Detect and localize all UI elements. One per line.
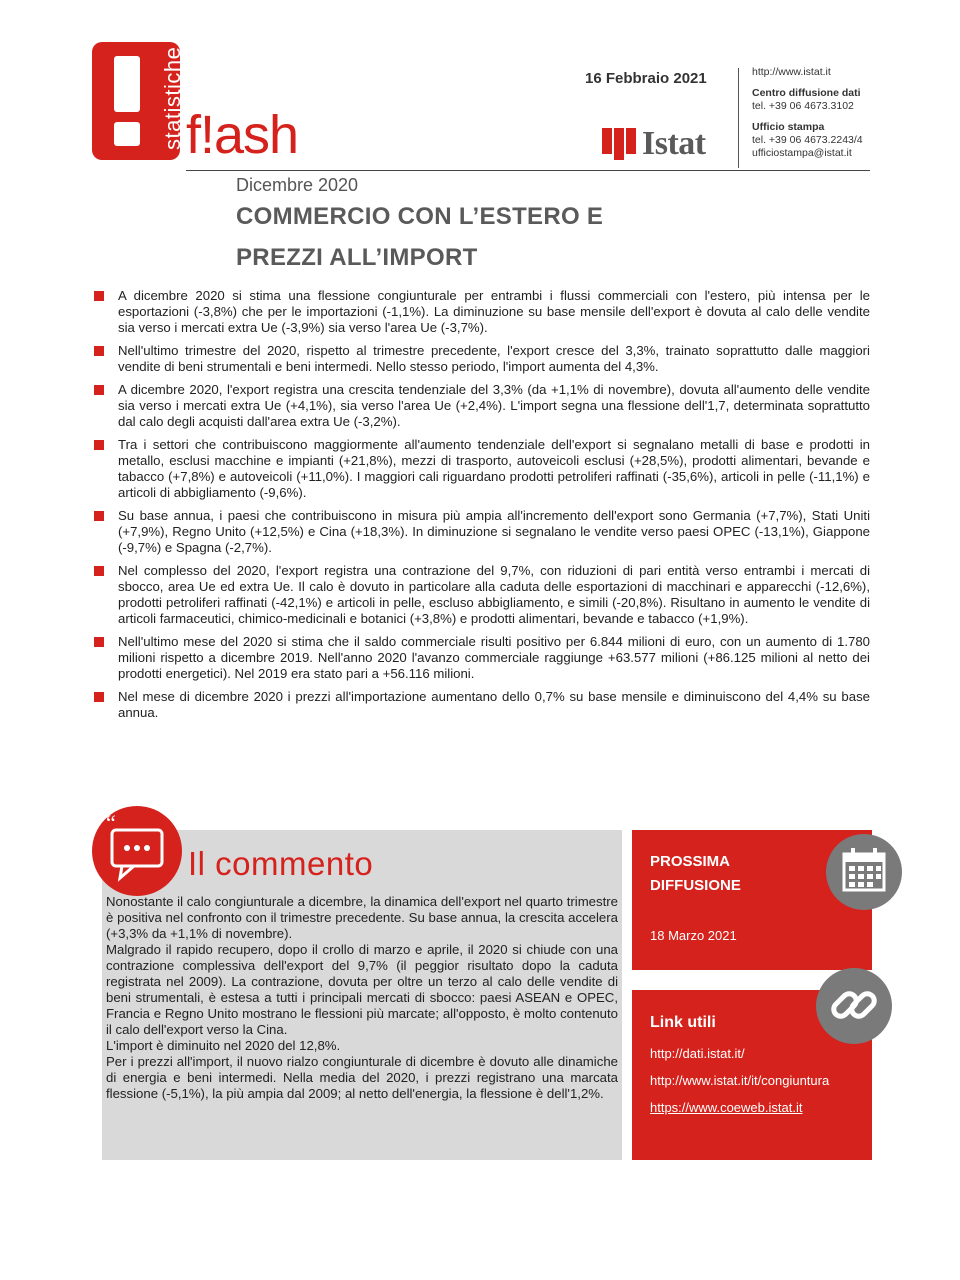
highlights-list (90, 288, 870, 728)
next-release-date: 18 Marzo 2021 (650, 928, 737, 943)
svg-text:“: “ (106, 810, 116, 835)
contacts-block (752, 66, 863, 160)
exclamation-dot-icon (114, 122, 140, 146)
header-divider (738, 68, 739, 168)
list-item: A dicembre 2020, l'export registra una crescita tendenziale del 3,3% (da +1,1% di novembre), dovuta all'aumento delle vendite sia verso i mercati extra Ue (+4,1%), sia verso l'area Ue (+2,4%). L'import segna una flessione dell'1,7, determinata soprattutto dal calo degli acquisti dall'area extra Ue (-3,2%). (90, 382, 870, 430)
quote-bubble-icon (92, 806, 182, 896)
next-release-title: PROSSIMA DIFFUSIONE (650, 853, 741, 894)
istat-mark-icon (602, 128, 636, 160)
chain-link-icon (816, 968, 892, 1044)
ufficio-tel: tel. +39 06 4673.2243/4 (752, 134, 863, 146)
logo-vertical-text: statistiche (160, 46, 185, 150)
ufficio-email-link[interactable]: ufficiostampa@istat.it (752, 147, 852, 159)
list-item: Nell'ultimo trimestre del 2020, rispetto al trimestre precedente, l'export cresce del 3,3%, trainato soprattutto dalle maggiori vendite di beni strumentali e beni intermedi. Nello stesso periodo, l'import aumenta del 4,3%. (90, 343, 870, 375)
list-item: Nel mese di dicembre 2020 i prezzi all'importazione aumentano dello 0,7% su base mensile e diminuiscono del 4,4% su base annua. (90, 689, 870, 721)
publication-date: 16 Febbraio 2021 (585, 70, 707, 87)
link-dati-istat[interactable]: http://dati.istat.it/ (650, 1046, 745, 1061)
bullet-square-icon (94, 440, 104, 450)
centro-tel: tel. +39 06 4673.3102 (752, 100, 854, 112)
bullet-square-icon (94, 385, 104, 395)
link-coeweb[interactable]: https://www.coeweb.istat.it (650, 1100, 803, 1115)
commento-text (106, 894, 618, 1102)
ufficio-label: Ufficio stampa (752, 121, 825, 133)
list-item: A dicembre 2020 si stima una flessione congiunturale per entrambi i flussi commerciali con l'estero, più intensa per le esportazioni (-3,8%) che per le importazioni (-1,1%). La diminuzione su base mensile dell'export è dovuta al calo delle vendite sia verso i mercati extra Ue (-3,9%) sia verso l'area Ue (-3,7%). (90, 288, 870, 336)
exclamation-bar-icon (114, 56, 140, 112)
flash-brand: f!ash (186, 105, 299, 165)
list-item: Su base annua, i paesi che contribuiscono in misura più ampia all'incremento dell'export sono Germania (+7,7%), Stati Uniti (+7,9%), Regno Unito (+12,5%) e Cina (+18,3%). In diminuzione si segnalano le vendite verso paesi OPEC (-13,1%), Giappone (-9,7%) e Spagna (-2,7%). (90, 508, 870, 556)
page-title-line1: COMMERCIO CON L’ESTERO E (236, 203, 604, 230)
bullet-square-icon (94, 637, 104, 647)
period-label: Dicembre 2020 (236, 175, 359, 195)
commento-paragraph: Nonostante il calo congiunturale a dicembre, la dinamica dell'export nel quarto trimestre è positiva nel confronto con il trimestre precedente. Su base annua, la crescita accelera (+3,3% da +1,1% di novembre). (106, 894, 618, 941)
commento-paragraph: Malgrado il rapido recupero, dopo il crollo di marzo e aprile, il 2020 si chiude con una contrazione complessiva dell'export del 9,7% (il peggior risultato dopo la caduta registrata nel 2009). La contrazione, dovuta per oltre un terzo al calo delle vendite di beni strumentali, è estesa a tutti i principali mercati di sbocco: paesi ASEAN e OPEC, Francia e Regno Unito mostrano le flessioni più marcate; all'opposto, è molto contenuto il calo dell'export verso la Cina. (106, 942, 618, 1037)
list-item: Nel complesso del 2020, l'export registra una contrazione del 9,7%, con riduzioni di pari entità verso entrambi i mercati di sbocco, area Ue ed extra Ue. Il calo è dovuto in particolare alla caduta delle esportazioni di macchinari e apparecchi (-12,6%), prodotti petroliferi raffinati (-42,1%) e articoli in pelle, escluso abbigliamento, e simili (-20,8%). Risultano in aumento le vendite di articoli farmaceutici, chimico-medicinali e botanici (+3,8%) e prodotti alimentari, bevande e tabacco (+1,9%). (90, 563, 870, 627)
centro-label: Centro diffusione dati (752, 87, 861, 99)
page-title-line2: PREZZI ALL’IMPORT (236, 244, 478, 271)
istat-url-link[interactable]: http://www.istat.it (752, 66, 831, 78)
links-title: Link utili (650, 1014, 716, 1031)
link-congiuntura[interactable]: http://www.istat.it/it/congiuntura (650, 1073, 830, 1088)
bullet-square-icon (94, 511, 104, 521)
bullet-square-icon (94, 346, 104, 356)
bullet-square-icon (94, 692, 104, 702)
bullet-square-icon (94, 566, 104, 576)
list-item: Nell'ultimo mese del 2020 si stima che il saldo commerciale risulti positivo per 6.844 milioni di euro, con un aumento di 1.780 milioni rispetto a dicembre 2019. Nell'anno 2020 l'avanzo commerciale raggiunge +63.577 milioni (+86.125 milioni al netto dei prodotti energetici). Nel 2019 era stato pari a +56.116 milioni. (90, 634, 870, 682)
commento-paragraph: L'import è diminuito nel 2020 del 12,8%. (106, 1038, 341, 1053)
commento-title: Il commento (188, 845, 374, 882)
commento-paragraph: Per i prezzi all'import, il nuovo rialzo congiunturale di dicembre è dovuto alle dinamiche di energia e beni intermedi. Nella media del 2020, i prezzi registrano una marcata flessione (-5,1%), la più ampia dal 2009; al netto dell'energia, la flessione è dell'1,2%. (106, 1054, 618, 1101)
calendar-icon (826, 834, 902, 910)
istat-logo (602, 125, 706, 163)
istat-wordmark: Istat (642, 125, 706, 162)
bullet-square-icon (94, 291, 104, 301)
list-item: Tra i settori che contribuiscono maggiormente all'aumento tendenziale dell'export si segnalano metalli di base e prodotti in metallo, esclusi macchine e impianti (+21,8%), mezzi di trasporto, autoveicoli esclusi (+28,5%), prodotti alimentari, bevande e tabacco (+7,8%) e autoveicoli (+11,0%). I maggiori cali riguardano prodotti petroliferi raffinati (-35,6%), articoli in pelle (-11,1%) e articoli di abbigliamento (-9,6%). (90, 437, 870, 501)
header-rule (186, 170, 870, 171)
